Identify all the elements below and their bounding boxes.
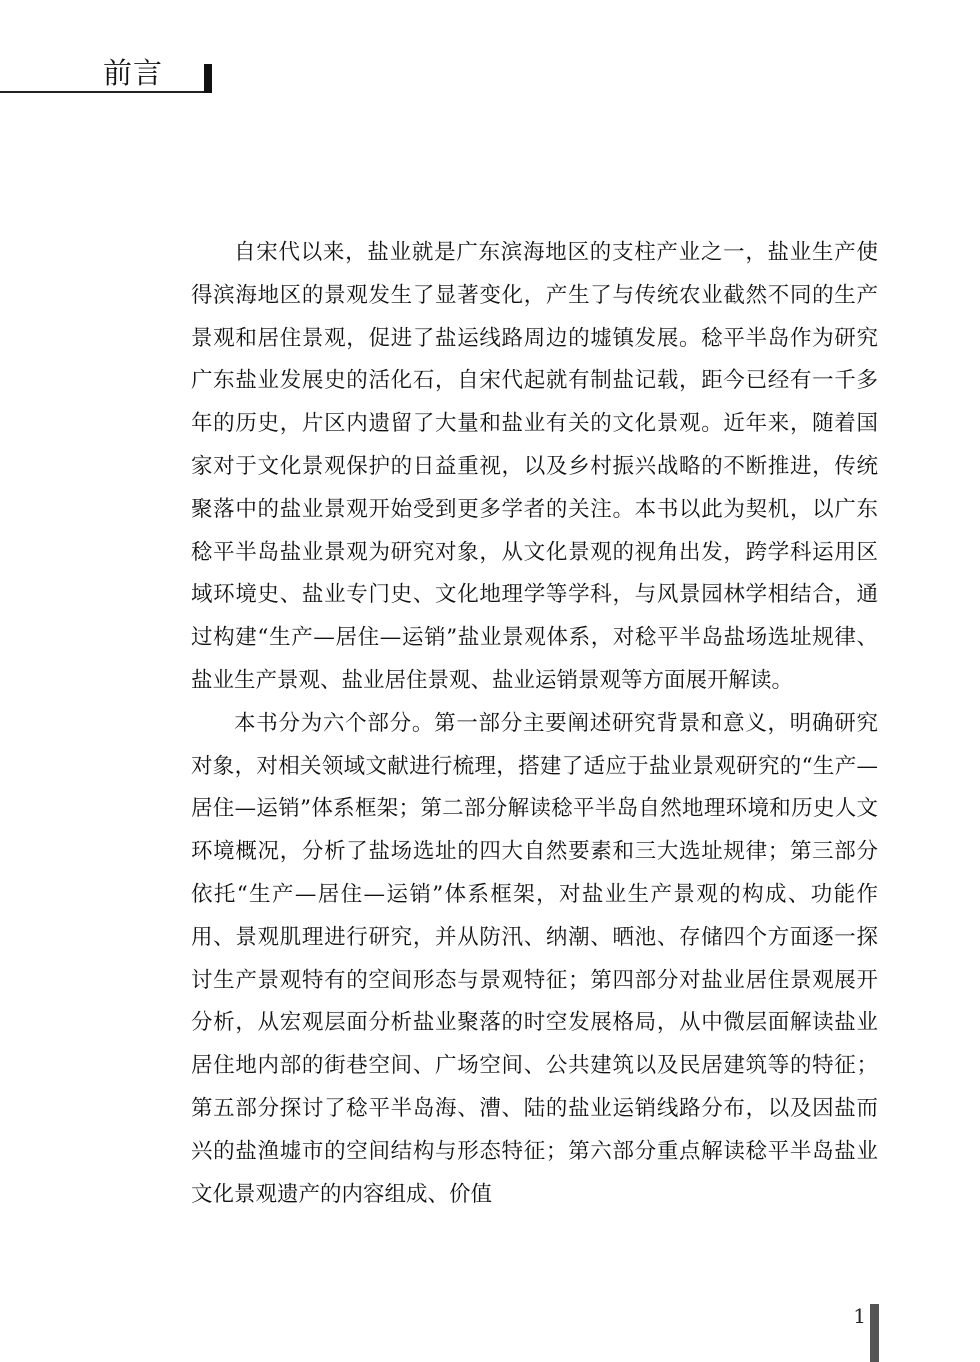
chapter-header bbox=[0, 54, 212, 94]
paragraph-2: 本书分为六个部分。第一部分主要阐述研究背景和意义，明确研究对象，对相关领域文献进行梳理，搭建了适应于盐业景观研究的“生产—居住—运销”体系框架；第二部分解读稔平半岛自然地理环境和历史人文环境概况，分析了盐场选址的四大自然要素和三大选址规律；第三部分依托“生产—居住—运销”体系框架，对盐业生产景观的构成、功能作用、景观肌理进行研究，并从防汛、纳潮、晒池、存储四个方面逐一探讨生产景观特有的空间形态与景观特征；第四部分对盐业居住景观展开分析，从宏观层面分析盐业聚落的时空发展格局，从中微层面解读盐业居住地内部的街巷空间、广场空间、公共建筑以及民居建筑等的特征；第五部分探讨了稔平半岛海、漕、陆的盐业运销线路分布，以及因盐而兴的盐渔墟市的空间结构与形态特征；第六部分重点解读稔平半岛盐业文化景观遗产的内容组成、价值 bbox=[191, 710, 878, 1207]
footer-bar-mark bbox=[870, 1304, 879, 1362]
page-number: 1 bbox=[853, 1304, 866, 1328]
page-footer bbox=[830, 1296, 890, 1362]
paragraph-1: 自宋代以来，盐业就是广东滨海地区的支柱产业之一，盐业生产使得滨海地区的景观发生了显著变化，产生了与传统农业截然不同的生产景观和居住景观，促进了盐运线路周边的墟镇发展。稔平半岛作为研究广东盐业发展史的活化石，自宋代起就有制盐记载，距今已经有一千多年的历史，片区内遗留了大量和盐业有关的文化景观。近年来，随着国家对于文化景观保护的日益重视，以及乡村振兴战略的不断推进，传统聚落中的盐业景观开始受到更多学者的关注。本书以此为契机，以广东稔平半岛盐业景观为研究对象，从文化景观的视角出发，跨学科运用区域环境史、盐业专门史、文化地理学等学科，与风景园林学相结合，通过构建“生产—居住—运销”盐业景观体系，对稔平半岛盐场选址规律、盐业生产景观、盐业居住景观、盐业运销景观等方面展开解读。 bbox=[191, 240, 878, 693]
chapter-title: 前言 bbox=[103, 56, 164, 90]
header-rule bbox=[0, 91, 206, 93]
header-bar-mark bbox=[204, 64, 212, 93]
body-text bbox=[191, 232, 878, 1216]
